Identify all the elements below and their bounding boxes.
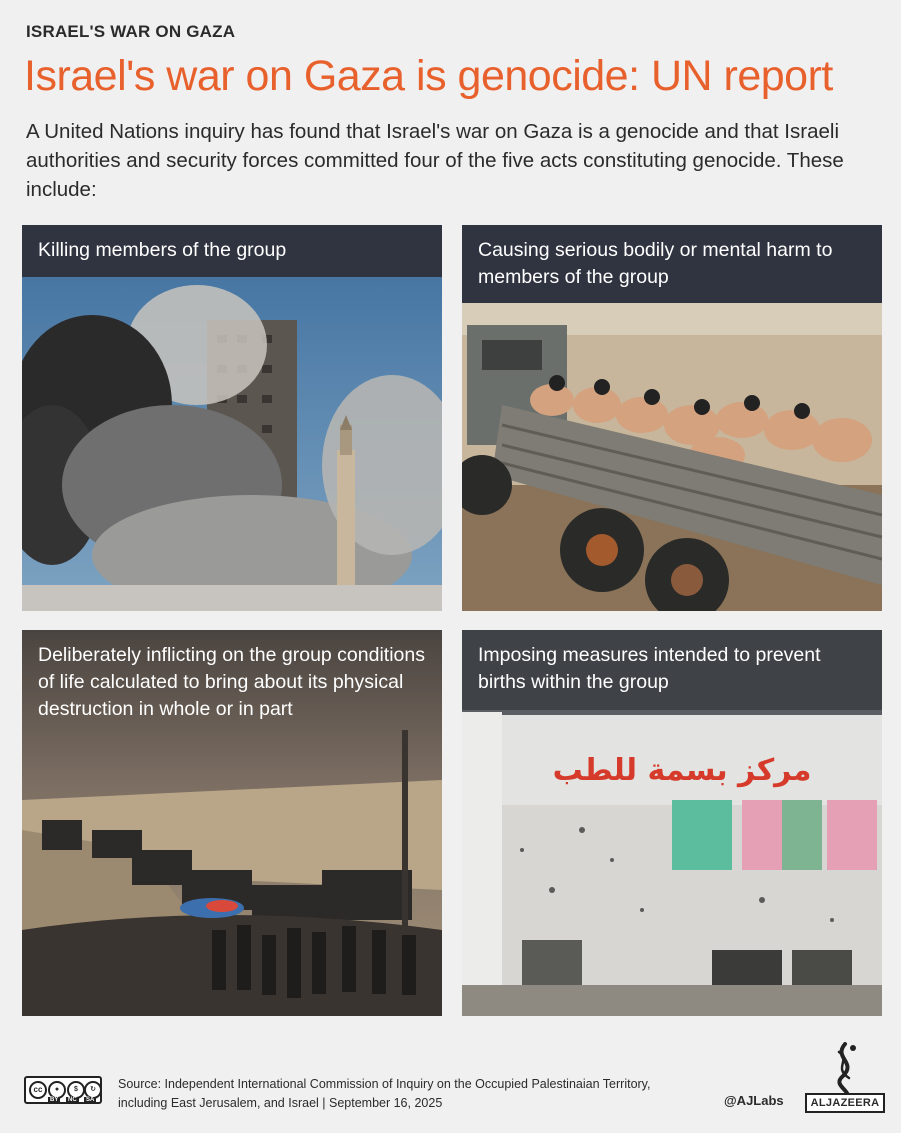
footer (0, 1060, 901, 1130)
act-tile-prevent-births (462, 630, 882, 1016)
act-tile-bodily-harm (462, 225, 882, 611)
by-label: BY (50, 1097, 59, 1103)
caption-prevent-births: Imposing measures intended to prevent births within the group (478, 644, 821, 693)
creative-commons-badge (24, 1076, 102, 1104)
kicker: ISRAEL'S WAR ON GAZA (26, 22, 236, 41)
aljazeera-wordmark: ALJAZEERA (805, 1093, 885, 1113)
caption-killing: Killing members of the group (22, 225, 442, 277)
clinic-sign-text: مركز بسمة للطب (552, 753, 812, 788)
source-note: Source: Independent International Commission of Inquiry on the Occupied Palestinaian Territory, including East Jerusalem, and Israel | September 16, 2025 (118, 1077, 651, 1110)
sa-icon: ↻ (84, 1081, 102, 1099)
headline: Israel's war on Gaza is genocide: UN report (24, 52, 833, 100)
cc-icon: cc (29, 1081, 47, 1099)
act-tile-killing (22, 225, 442, 611)
by-icon: ● (48, 1081, 66, 1099)
caption-conditions-of-life: Deliberately inflicting on the group conditions of life calculated to bring about its physical destruction in whole or in part (38, 644, 425, 720)
caption-bodily-harm: Causing serious bodily or mental harm to members of the group (462, 225, 882, 303)
act-tile-conditions-of-life (22, 630, 442, 1016)
nc-label: NC (68, 1097, 77, 1103)
nc-icon: $ (67, 1081, 85, 1099)
intro-paragraph: A United Nations inquiry has found that Israel's war on Gaza is a genocide and that Israeli authorities and security forces committed four of the five acts constituting genocide. These include: (26, 120, 844, 201)
airstrike-photo (22, 225, 442, 611)
aj-labs-handle: @AJLabs (724, 1093, 784, 1108)
sa-label: SA (86, 1097, 95, 1103)
